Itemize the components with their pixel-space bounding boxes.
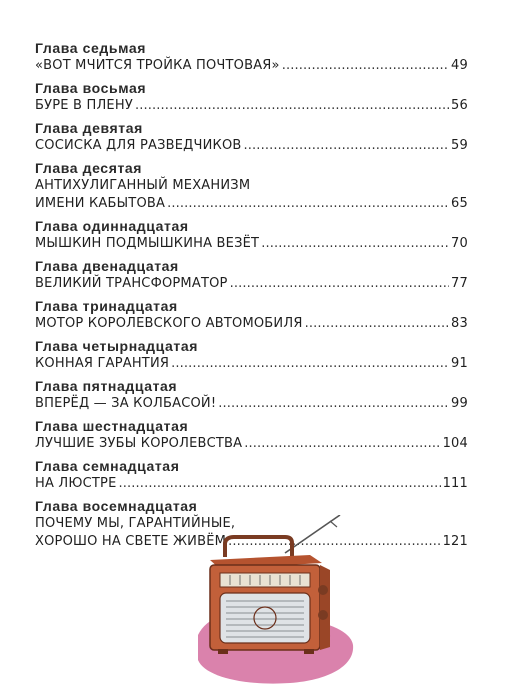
dot-leader [230,275,449,293]
chapter-label: Глава семнадцатая [35,458,180,474]
toc-entry [35,378,468,413]
toc-row[interactable] [35,355,468,373]
chapter-title: ИМЕНИ КАБЫТОВА [35,196,166,211]
chapter-label: Глава восьмая [35,80,147,96]
chapter-title: ХОРОШО НА СВЕТЕ ЖИВЁМ [35,534,227,549]
page-number: 104 [442,436,468,451]
page-number: 111 [442,476,468,491]
table-of-contents [35,40,468,551]
chapter-label: Глава пятнадцатая [35,378,178,394]
chapter-title-line: АНТИХУЛИГАННЫЙ МЕХАНИЗМ [35,178,251,193]
dot-leader [167,195,449,213]
dot-leader [244,435,440,453]
chapter-title-line: ПОЧЕМУ МЫ, ГАРАНТИЙНЫЕ, [35,516,236,531]
toc-row[interactable] [35,137,468,155]
toc-entry [35,218,468,253]
page-number: 49 [451,58,468,73]
dot-leader [135,97,449,115]
chapter-label: Глава одиннадцатая [35,218,189,234]
toc-entry [35,160,468,213]
page-number: 65 [451,196,468,211]
page-number: 121 [442,534,468,549]
toc-row[interactable] [35,475,468,493]
dot-leader [171,355,449,373]
chapter-title: ЛУЧШИЕ ЗУБЫ КОРОЛЕВСТВА [35,436,243,451]
chapter-title: ВЕЛИКИЙ ТРАНСФОРМАТОР [35,276,228,291]
chapter-label: Глава седьмая [35,40,147,56]
chapter-label: Глава девятая [35,120,143,136]
chapter-label: Глава восемнадцатая [35,498,198,514]
dot-leader [261,235,449,253]
toc-entry [35,80,468,115]
chapter-title: СОСИСКА ДЛЯ РАЗВЕДЧИКОВ [35,138,242,153]
toc-entry [35,120,468,155]
toc-entry [35,338,468,373]
toc-row[interactable] [35,395,468,413]
chapter-label: Глава тринадцатая [35,298,178,314]
chapter-title: КОННАЯ ГАРАНТИЯ [35,356,170,371]
chapter-title: БУРЕ В ПЛЕНУ [35,98,133,113]
chapter-label: Глава двенадцатая [35,258,179,274]
radio-icon [190,515,360,690]
chapter-label: Глава шестнадцатая [35,418,189,434]
toc-row[interactable] [35,57,468,75]
chapter-label: Глава четырнадцатая [35,338,199,354]
toc-row[interactable] [35,97,468,115]
toc-row[interactable] [35,435,468,453]
dot-leader [282,57,449,75]
chapter-title: «ВОТ МЧИТСЯ ТРОЙКА ПОЧТОВАЯ» [35,58,280,73]
page-number: 83 [451,316,468,331]
chapter-label: Глава десятая [35,160,143,176]
toc-row[interactable] [35,235,468,253]
toc-entry [35,458,468,493]
chapter-title: ВПЕРЁД — ЗА КОЛБАСОЙ! [35,396,217,411]
page-number: 99 [451,396,468,411]
page-number: 56 [451,98,468,113]
dot-leader [218,395,449,413]
page-number: 91 [451,356,468,371]
toc-entry [35,298,468,333]
page-number: 70 [451,236,468,251]
page-number: 77 [451,276,468,291]
chapter-title: НА ЛЮСТРЕ [35,476,117,491]
dot-leader [244,137,450,155]
toc-row[interactable] [35,275,468,293]
toc-entry [35,418,468,453]
toc-row[interactable] [35,315,468,333]
toc-row[interactable] [35,195,468,213]
dot-leader [118,475,440,493]
toc-entry [35,258,468,293]
page-number: 59 [451,138,468,153]
dot-leader [305,315,449,333]
toc-entry [35,40,468,75]
chapter-title: МЫШКИН ПОДМЫШКИНА ВЕЗЁТ [35,236,260,251]
chapter-title: МОТОР КОРОЛЕВСКОГО АВТОМОБИЛЯ [35,316,303,331]
